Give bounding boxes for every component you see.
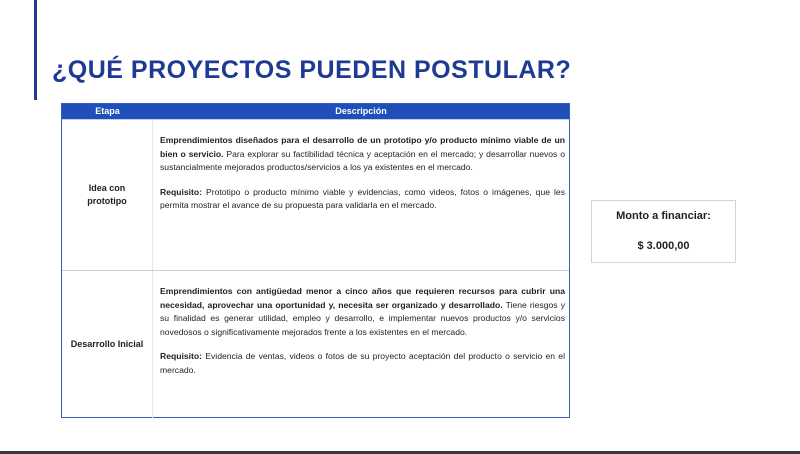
- stage-cell: Idea con prototipo: [62, 120, 153, 270]
- accent-bar: [34, 0, 37, 100]
- table-row: [62, 119, 569, 270]
- funding-box: [591, 200, 736, 263]
- description-cell: [153, 120, 569, 270]
- header-description: Descripción: [335, 106, 387, 116]
- stages-table: [61, 103, 570, 418]
- requirement-paragraph: [160, 186, 565, 213]
- description-bold: Emprendimientos diseñados para el desarrollo de un prototipo y/o producto mínimo viable de un bien o servicio.: [160, 135, 565, 159]
- funding-label: Monto a financiar:: [616, 210, 711, 222]
- table-header: [62, 104, 569, 119]
- header-stage: Etapa: [95, 106, 120, 116]
- requirement-label: Requisito:: [160, 351, 203, 362]
- stage-cell: Desarrollo Inicial: [62, 271, 153, 418]
- requirement-text: Prototipo o producto mínimo viable y evidencias, como videos, fotos o imágenes, que les permita mostrar el avance de su propuesta para validarla en el mercado.: [160, 186, 565, 211]
- description-bold: Emprendimientos con antigüedad menor a cinco años que requieren recursos para cubrir una necesidad, aprovechar una oportunidad y, necesita ser organizado y desarrollado.: [160, 286, 565, 310]
- table-row: [62, 270, 569, 418]
- description-paragraph: [160, 285, 565, 339]
- description-text: Para explorar su factibilidad técnica y aceptación en el mercado; y desarrollar nuevos o sustancialmente mejorados productos/servicios a los ya existentes en el mercado.: [160, 148, 565, 173]
- description-paragraph: [160, 134, 565, 175]
- requirement-label: Requisito:: [160, 186, 203, 197]
- description-cell: [153, 271, 569, 418]
- description-text: Tiene riesgos y su finalidad es generar utilidad, empleo y desarrollo, e implementar nuevos productos y/o servicios novedosos o significativamente mejorados frente a los existentes en el mercado.: [160, 299, 565, 337]
- requirement-paragraph: [160, 350, 565, 377]
- funding-amount: $ 3.000,00: [637, 240, 690, 252]
- slide-title: ¿QUÉ PROYECTOS PUEDEN POSTULAR?: [52, 56, 572, 84]
- requirement-text: Evidencia de ventas, videos o fotos de su proyecto aceptación del producto o servicio en el mercado.: [160, 351, 565, 375]
